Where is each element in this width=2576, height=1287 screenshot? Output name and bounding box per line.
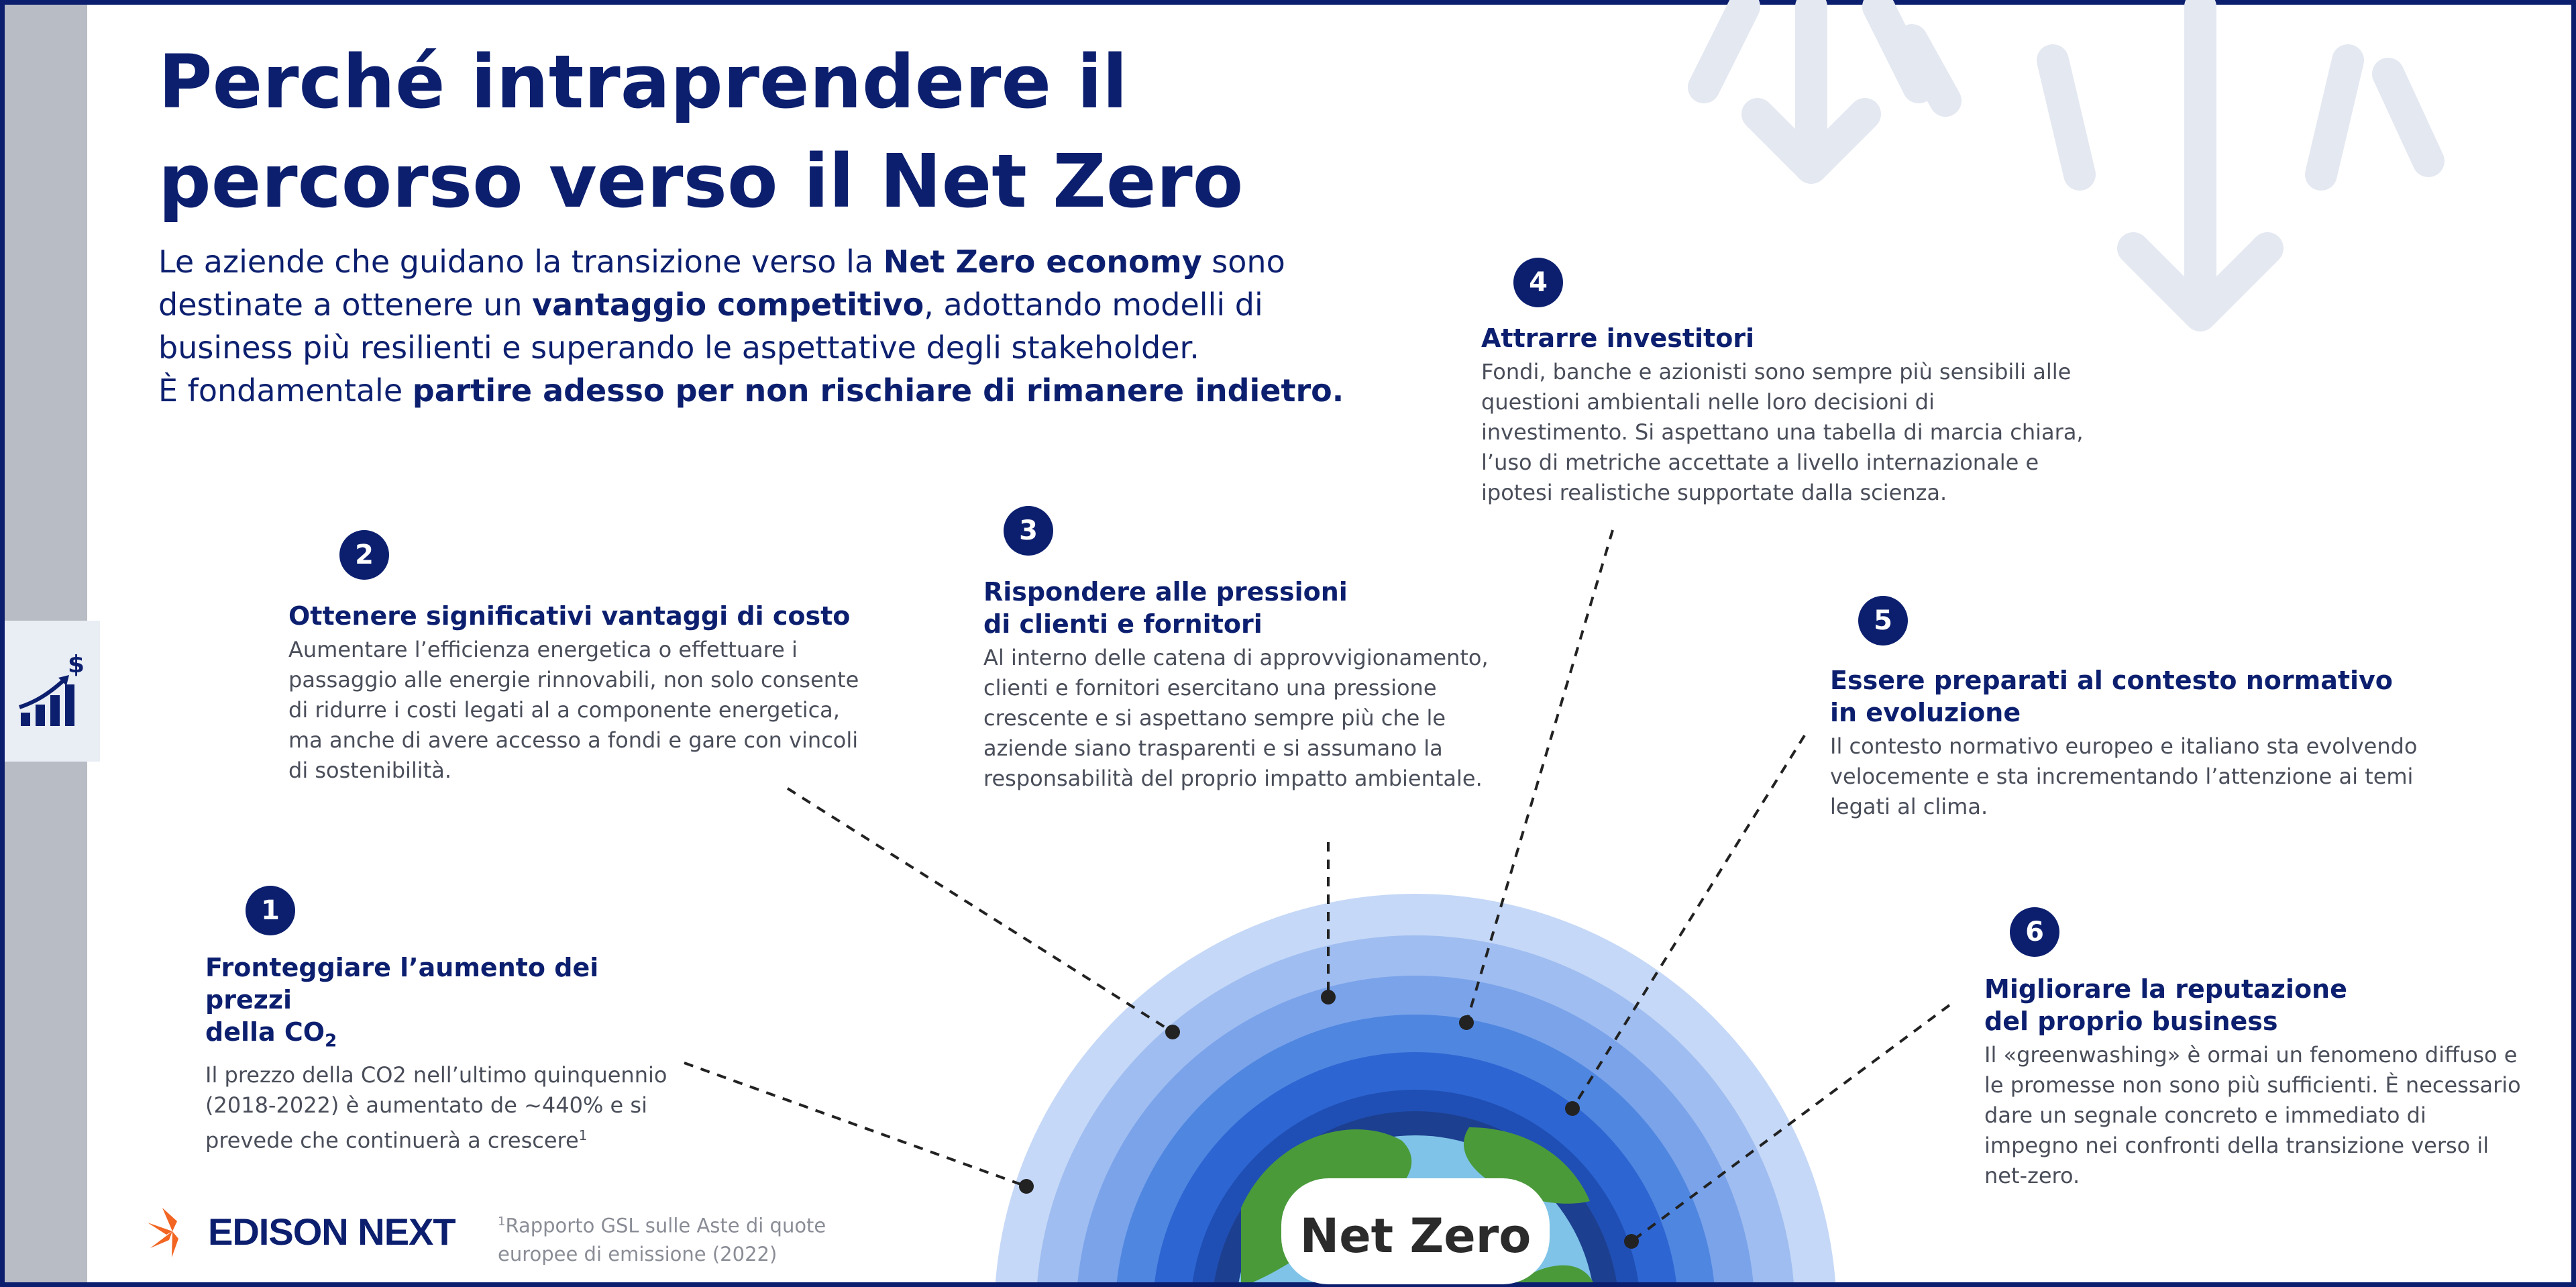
edison-logo-icon: [142, 1201, 203, 1262]
page-title: Perché intraprendere il percorso verso il Net Zero: [158, 39, 1244, 224]
point-1-title: Fronteggiare l’aumento dei prezzi della $CO_2$: [205, 953, 599, 1051]
point-4-badge: 4: [1513, 258, 1563, 307]
point-5-badge: 5: [1858, 596, 1908, 646]
point-3-text: Al interno delle catena di approvvigionamento, clienti e fornitori esercitano una pressione crescente e si aspettano sempre più che le aziende siano trasparenti e si assumano la responsabilità del proprio impatto ambientale.: [983, 645, 1489, 791]
point-1-text: Il prezzo della CO2 nell’ultimo quinquennio (2018-2022) è aumentato de ~440% e si prevede che continuerà a crescere$^1$: [205, 1062, 667, 1153]
point-2-badge: 2: [339, 530, 389, 580]
point-4-title: Attrarre investitori: [1481, 323, 1755, 353]
point-1-badge: 1: [246, 886, 295, 935]
edison-next-logo: [142, 1198, 455, 1265]
point-6-badge: 6: [2010, 907, 2059, 957]
point-5-text: Il contesto normativo europeo e italiano sta evolvendo velocemente e sta incrementando l’attenzione ai temi legati al clima.: [1830, 733, 2418, 819]
point-2-title: Ottenere significativi vantaggi di costo: [288, 601, 851, 631]
svg-text:$: $: [68, 651, 85, 678]
point-6-text: Il «greenwashing» è ormai un fenomeno diffuso e le promesse non sono più sufficienti. È necessario dare un segnale concreto e immediato di impegno nei confronti della transizione verso il net-zero.: [1984, 1042, 2521, 1188]
point-3-title: Rispondere alle pressioni di clienti e fornitori: [983, 577, 1348, 639]
logo-text: EDISON NEXT: [208, 1210, 455, 1253]
point-5-title: Essere preparati al contesto normativo in evoluzione: [1830, 666, 2393, 727]
point-3-badge: 3: [1004, 506, 1053, 556]
intro-paragraph: Le aziende che guidano la transizione verso la Net Zero economy sono destinate a ottenere un vantaggio competitivo, adottando modelli di business più resilienti e superando le aspettative degli stakeholder. È fondamentale partire adesso per non rischiare di rimanere indietro.: [158, 244, 1344, 409]
point-6-title: Migliorare la reputazione del proprio business: [1984, 974, 2347, 1036]
point-2-text: Aumentare l’efficienza energetica o effettuare i passaggio alle energie rinnovabili, non solo consente di ridurre i costi legati al a componente energetica, ma anche di avere accesso a fondi e gare con vincoli di sostenibilità.: [288, 637, 859, 783]
footnote: $^1$Rapporto GSL sulle Aste di quote europee di emissione (2022): [498, 1214, 826, 1266]
point-4-text: Fondi, banche e azionisti sono sempre più sensibili alle questioni ambientali nelle loro decisioni di investimento. Si aspettano una tabella di marcia chiara, l’uso di metriche accettate a livello internazionale e ipotesi realistiche supportate dalla scienza.: [1481, 359, 2084, 505]
net-zero-label: Net Zero: [1299, 1208, 1532, 1264]
